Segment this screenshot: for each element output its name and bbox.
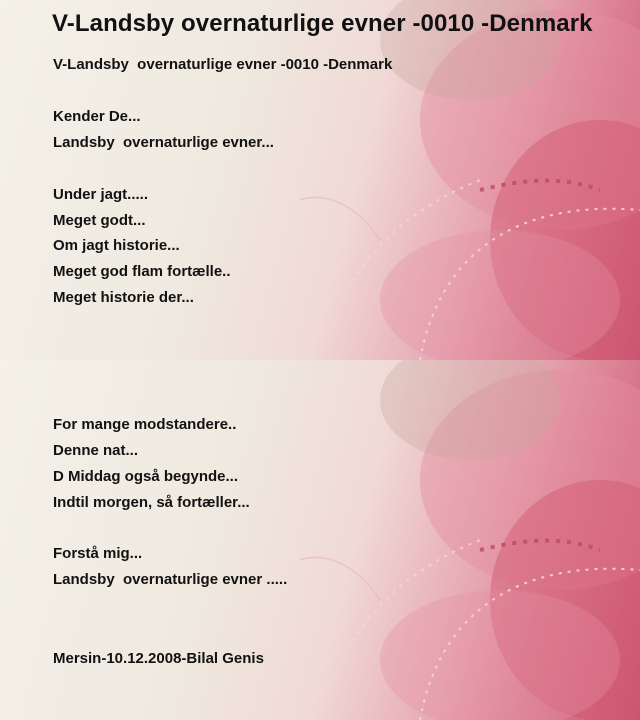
poem-line: Indtil morgen, så fortæller... xyxy=(53,494,250,511)
poem-title: V-Landsby overnaturlige evner -0010 -Denmark xyxy=(52,10,593,37)
poem-line: For mange modstandere.. xyxy=(53,416,237,433)
poem-line: Kender De... xyxy=(53,108,141,125)
poem-line: Meget god flam fortælle.. xyxy=(53,263,231,280)
poem-line: Om jagt historie... xyxy=(53,237,180,254)
poem-line: Meget godt... xyxy=(53,212,146,229)
poem-line: Landsby overnaturlige evner ..... xyxy=(53,571,288,588)
poem-line: V-Landsby overnaturlige evner -0010 -Denmark xyxy=(53,56,393,73)
poem-line: Forstå mig... xyxy=(53,545,143,562)
poem-line: Denne nat... xyxy=(53,442,139,459)
poem-line: Meget historie der... xyxy=(53,289,194,306)
poem-line: D Middag også begynde... xyxy=(53,468,239,485)
poem-signature: Mersin-10.12.2008-Bilal Genis xyxy=(53,650,264,667)
poem-line: Landsby overnaturlige evner... xyxy=(53,134,274,151)
poem-line: Under jagt..... xyxy=(53,186,149,203)
